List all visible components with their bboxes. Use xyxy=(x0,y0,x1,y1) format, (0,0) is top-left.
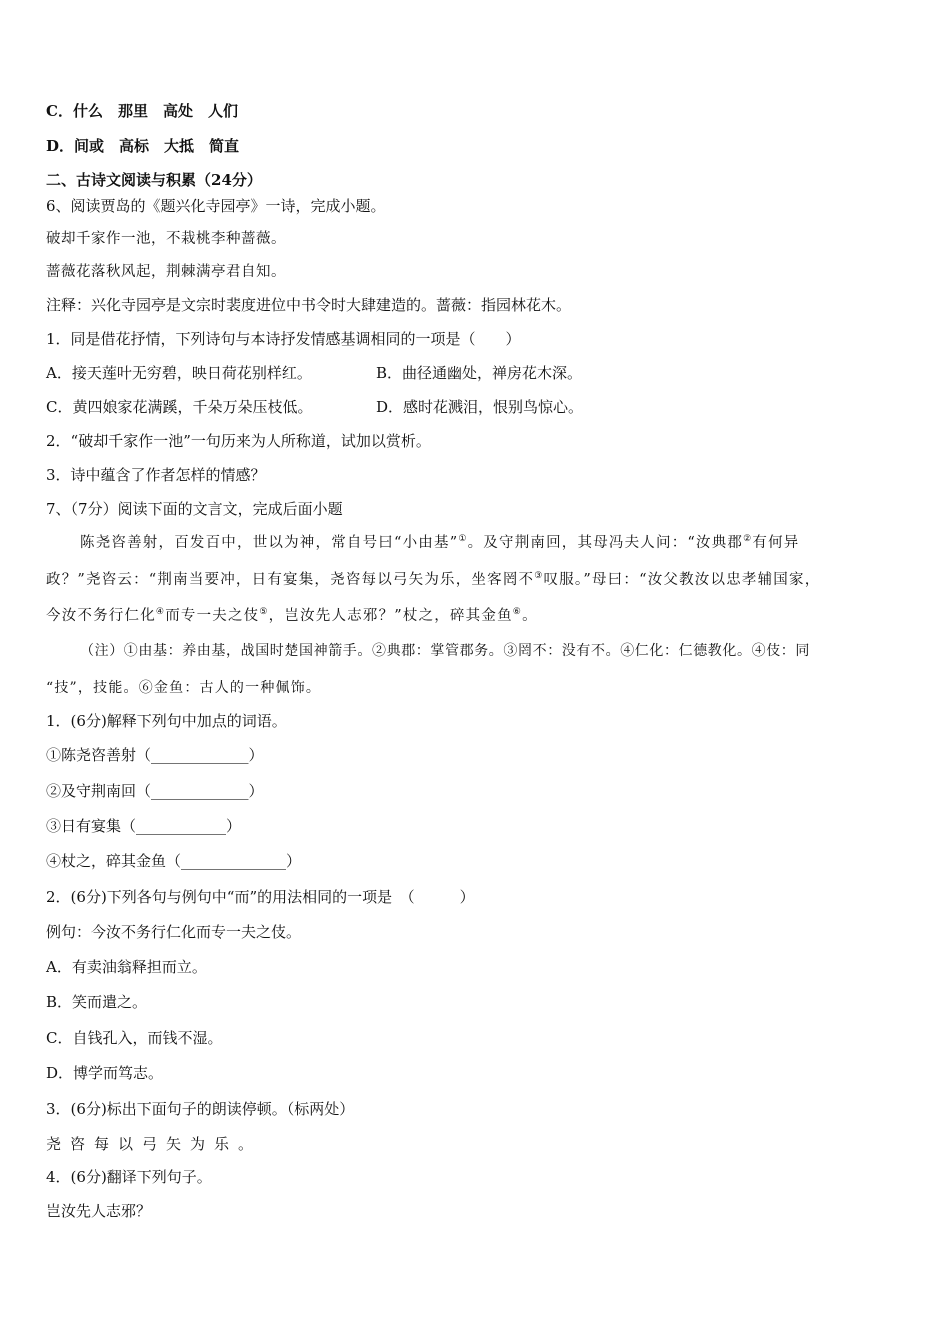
text-segment: 政？”尧咨云：“荆南当要冲，日有宴集，尧咨每以弓矢为乐，坐客罔不 xyxy=(46,572,535,588)
q7-sub4: 4．(6分)翻译下列句子。 xyxy=(46,1168,212,1186)
q7-sub2-option-d: D．博学而笃志。 xyxy=(46,1064,164,1082)
poem-note: 注释：兴化寺园亭是文宗时裴度进位中书令时大肆建造的。蔷薇：指园林花木。 xyxy=(46,296,572,314)
text-segment: 叹服。”母曰：“汝父教汝以忠孝辅国家， xyxy=(543,572,821,588)
footnote-mark: ⑥ xyxy=(512,607,523,618)
footnote-mark: ⑤ xyxy=(259,607,269,618)
footnote-mark: ④ xyxy=(155,607,166,618)
q7-sub1-item-1: ①陈尧咨善射（_____________） xyxy=(46,746,264,764)
q6-sub2: 2．“破却千家作一池”一句历来为人所称道，试加以赏析。 xyxy=(46,432,431,450)
q6-option-c: C．黄四娘家花满蹊，千朵万朵压枝低。 xyxy=(46,398,313,416)
q6-options-row-2 xyxy=(46,397,910,417)
text-segment: 有何异 xyxy=(752,535,800,551)
q7-sub1-item-4: ④杖之，碎其金鱼（______________） xyxy=(46,852,302,870)
footnote-mark: ② xyxy=(743,534,753,545)
q7-sub1-item-3: ③日有宴集（____________） xyxy=(46,817,242,835)
q7-sub1: 1．(6分)解释下列句中加点的词语。 xyxy=(46,712,287,730)
annotation-line-1: （注）①由基：养由基，战国时楚国神箭手。②典郡：掌管郡务。③罔不：没有不。④仁化：仁德教化。④伎：同 xyxy=(80,643,810,659)
poem-line-1: 破却千家作一池，不栽桃李种蔷薇。 xyxy=(46,231,286,247)
annotation-line-2: “技”，技能。⑥金鱼：古人的一种佩饰。 xyxy=(46,680,322,696)
classical-text-line-1 xyxy=(80,533,910,553)
q7-sub4-sentence: 岂汝先人志邪？ xyxy=(46,1202,152,1220)
q6-sub3: 3．诗中蕴含了作者怎样的情感？ xyxy=(46,466,266,484)
q7-sub2-option-c: C．自钱孔入，而钱不湿。 xyxy=(46,1029,223,1047)
text-segment: 。 xyxy=(522,608,538,624)
footnote-mark: ① xyxy=(458,534,468,545)
q7-sub2-option-a: A．有卖油翁释担而立。 xyxy=(46,958,207,976)
q7-sub2-example: 例句：今汝不务行仁化而专一夫之伎。 xyxy=(46,923,302,941)
q7-sub3-sentence: 尧咨每以弓矢为乐。 xyxy=(46,1135,263,1153)
option-d-top: D．间或 高标 大抵 简直 xyxy=(46,137,240,155)
text-segment: 陈尧咨善射，百发百中，世以为神，常自号曰“小由基” xyxy=(80,535,459,551)
q7-sub2: 2．(6分)下列各句与例句中“而”的用法相同的一项是 （ ） xyxy=(46,888,475,906)
q6-option-d: D．感时花溅泪，恨别鸟惊心。 xyxy=(376,398,584,416)
option-c-top: C．什么 那里 高处 人们 xyxy=(46,102,238,120)
q7-intro: 7、（7分）阅读下面的文言文，完成后面小题 xyxy=(46,500,343,518)
q7-sub2-option-b: B．笑而遣之。 xyxy=(46,993,148,1011)
q6-option-b: B．曲径通幽处，禅房花木深。 xyxy=(376,364,583,382)
q6-sub1: 1．同是借花抒情，下列诗句与本诗抒发情感基调相同的一项是（ ） xyxy=(46,330,521,348)
q7-sub3: 3．(6分)标出下面句子的朗读停顿。（标两处） xyxy=(46,1100,355,1118)
q7-sub1-item-2: ②及守荆南回（_____________） xyxy=(46,782,264,800)
q6-intro: 6、阅读贾岛的《题兴化寺园亭》一诗，完成小题。 xyxy=(46,197,386,215)
classical-text-line-2 xyxy=(46,570,910,590)
q6-option-a: A．接天莲叶无穷碧，映日荷花别样红。 xyxy=(46,364,312,382)
text-segment: 今汝不务行仁化 xyxy=(46,608,156,624)
q6-options-row-1 xyxy=(46,363,910,383)
text-segment: 。及守荆南回，其母冯夫人问：“汝典郡 xyxy=(467,535,744,551)
footnote-mark: ③ xyxy=(534,571,544,582)
poem-line-2: 蔷薇花落秋风起，荆棘满亭君自知。 xyxy=(46,264,286,280)
section-title: 二、古诗文阅读与积累（24分） xyxy=(46,171,262,189)
text-segment: 而专一夫之伎 xyxy=(165,608,260,624)
classical-text-line-3 xyxy=(46,606,910,626)
text-segment: ，岂汝先人志邪？”杖之，碎其金鱼 xyxy=(268,608,513,624)
